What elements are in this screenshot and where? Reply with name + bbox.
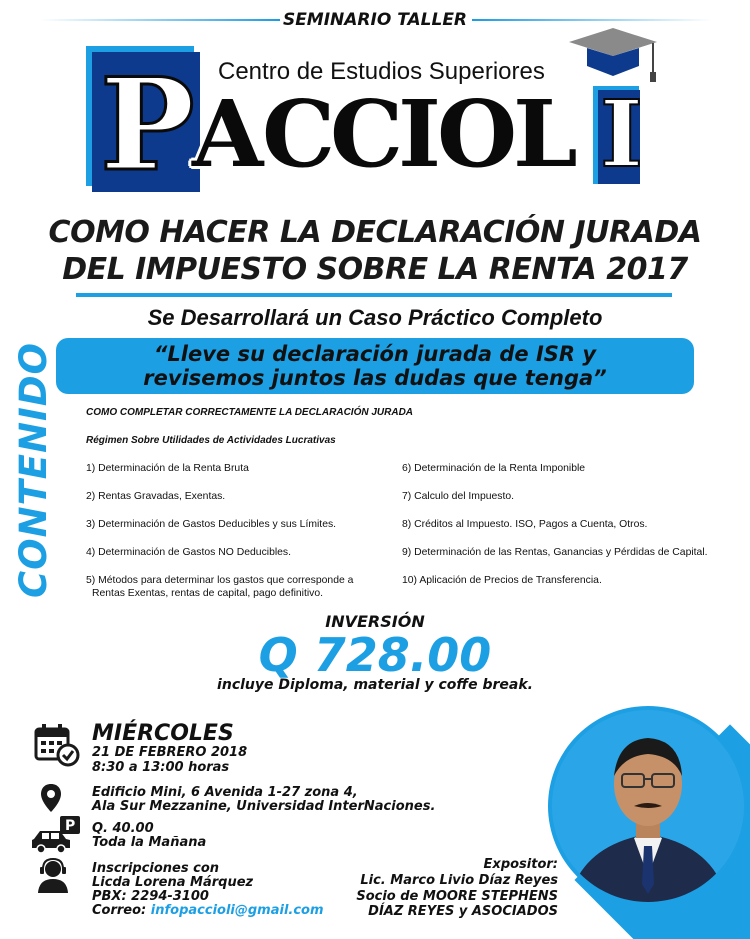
- logo-letter-p: P: [100, 51, 195, 199]
- list-item: 3) Determinación de Gastos Deducibles y sus Límites.: [86, 519, 337, 530]
- logo-subtitle: Centro de Estudios Superiores: [218, 58, 545, 85]
- parking-price: Q. 40.00: [92, 821, 154, 836]
- list-item: 9) Determinación de las Rentas, Ganancias y Pérdidas de Capital.: [402, 547, 708, 558]
- list-item: 7) Calculo del Impuesto.: [402, 491, 515, 502]
- price-amount: Q 728.00: [258, 628, 492, 682]
- title-divider: [76, 293, 672, 297]
- logo-letter-c1: C: [262, 80, 336, 188]
- list-item: 4) Determinación de Gastos NO Deducibles.: [86, 547, 292, 558]
- price-includes: incluye Diploma, material y coffe break.: [217, 677, 533, 693]
- list-item: 2) Rentas Gravadas, Exentas.: [86, 491, 226, 502]
- logo-letter-i2: I: [600, 80, 644, 188]
- seminar-label: SEMINARIO TALLER: [282, 10, 468, 30]
- quote-line1: “Lleve su declaración jurada de ISR y: [153, 342, 597, 366]
- logo-letter-l: L: [513, 80, 578, 188]
- speaker-label: Expositor:: [483, 857, 558, 872]
- contact-phone: PBX: 2294-3100: [92, 889, 209, 904]
- contact-email-row: [92, 904, 324, 918]
- contact-line2: Licda Lorena Márquez: [92, 875, 254, 890]
- car-parking-icon: [30, 815, 84, 853]
- price-label: INVERSIÓN: [325, 612, 425, 631]
- contact-email-link[interactable]: infopaccioli@gmail.com: [150, 903, 324, 918]
- calendar-check-icon: [34, 723, 80, 767]
- graduation-cap-icon: [565, 26, 661, 88]
- event-location-line2: Ala Sur Mezzanine, Universidad InterNaciones.: [92, 799, 436, 814]
- course-title-line1: COMO HACER LA DECLARACIÓN JURADA: [48, 215, 702, 250]
- content-side-label: CONTENIDO: [12, 342, 55, 598]
- logo-letter-a: A: [192, 80, 264, 188]
- event-location-line1: Edificio Mini, 6 Avenida 1-27 zona 4,: [92, 785, 358, 800]
- contact-line1: Inscripciones con: [92, 861, 220, 876]
- list-item-continuation: Rentas Exentas, rentas de capital, pago definitivo.: [92, 588, 324, 599]
- logo-letter-c2: C: [330, 80, 404, 188]
- event-date: 21 DE FEBRERO 2018: [92, 745, 248, 760]
- contact-email-label: Correo:: [92, 903, 147, 918]
- content-subheading: Régimen Sobre Utilidades de Actividades Lucrativas: [86, 435, 336, 446]
- svg-text:P: P: [65, 818, 76, 834]
- event-time: 8:30 a 13:00 horas: [92, 760, 230, 775]
- speaker-role-line1: Socio de MOORE STEPHENS: [356, 889, 558, 904]
- speaker-name: Lic. Marco Livio Díaz Reyes: [360, 873, 558, 888]
- list-item: 8) Créditos al Impuesto. ISO, Pagos a Cuenta, Otros.: [402, 519, 648, 530]
- course-title-line2: DEL IMPUESTO SOBRE LA RENTA 2017: [62, 252, 688, 287]
- content-heading: COMO COMPLETAR CORRECTAMENTE LA DECLARACIÓN JURADA: [86, 407, 414, 418]
- speaker-photo: [548, 706, 748, 906]
- map-pin-icon: [40, 783, 62, 813]
- parking-duration: Toda la Mañana: [92, 835, 207, 850]
- list-item: 10) Aplicación de Precios de Transferencia.: [402, 575, 602, 586]
- logo-letter-o: O: [437, 80, 518, 188]
- quote-line2: revisemos juntos las dudas que tenga”: [143, 366, 607, 390]
- logo: [0, 0, 750, 200]
- subtitle: Se Desarrollará un Caso Práctico Completo: [147, 305, 603, 330]
- event-day: MIÉRCOLES: [92, 721, 234, 746]
- support-agent-icon: [36, 858, 70, 894]
- speaker-role-line2: DÍAZ REYES y ASOCIADOS: [368, 904, 558, 919]
- list-item: 5) Métodos para determinar los gastos que corresponde a: [86, 575, 354, 586]
- list-item: 6) Determinación de la Renta Imponible: [402, 463, 586, 474]
- list-item: 1) Determinación de la Renta Bruta: [86, 463, 249, 474]
- logo-letter-i1: I: [398, 80, 442, 188]
